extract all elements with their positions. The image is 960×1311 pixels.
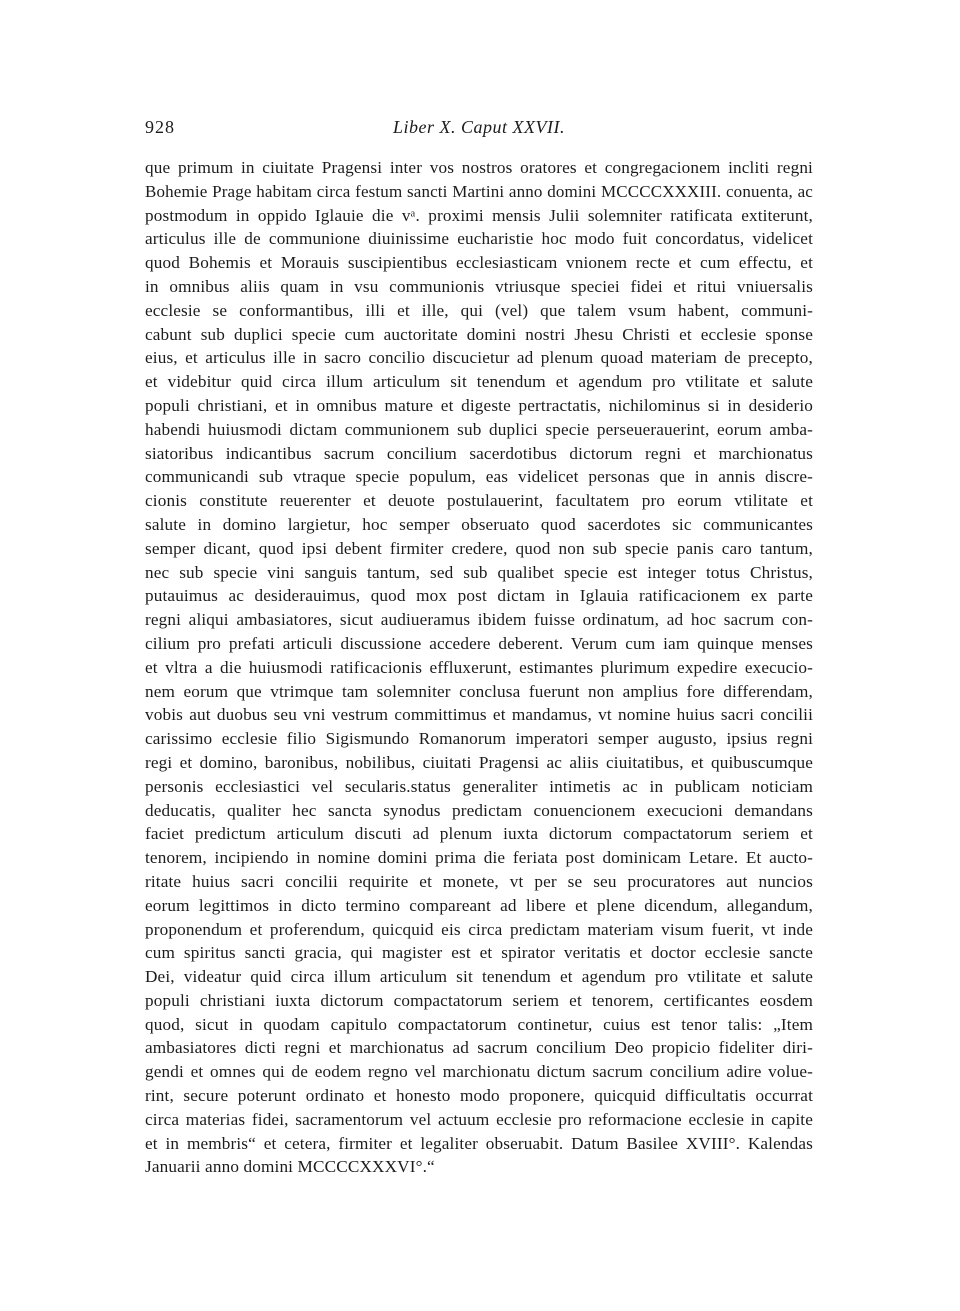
- text-line: cilium pro prefati articuli discussione accedere deberent. Verum cum iam quinque menses: [145, 633, 813, 653]
- text-line: habendi huiusmodi dictam communionem sub duplici specie perseuerauerint, eorum amba-: [145, 419, 813, 439]
- text-line: personis ecclesiastici vel secularis.status generaliter intimetis ac in publicam noticiam: [145, 776, 813, 796]
- text-line: Januarii anno domini MCCCCXXXVI°.“: [145, 1157, 435, 1177]
- text-line: cionis constitute reuerenter et deuote postulauerint, facultatem pro eorum vtilitate et: [145, 491, 813, 511]
- text-line: eius, et articulus ille in sacro concilio discucietur ad plenum quoad materiam de precepto,: [145, 348, 813, 368]
- text-line: cum spiritus sancti gracia, qui magister est et spirator veritatis et doctor ecclesie sancte: [145, 943, 813, 963]
- text-line: in omnibus aliis quam in vsu communionis vtriusque speciei fidei et ritui vniuersalis: [145, 276, 813, 296]
- text-line: siatoribus indicantibus sacrum concilium sacerdotibus dictorum regni et marchionatus: [145, 443, 813, 463]
- text-line: que primum in ciuitate Pragensi inter vos nostros oratores et congregacionem incliti regni: [145, 158, 813, 177]
- text-line: eorum legittimos in dicto termino compareant ad libere et plene dicendum, allegandum,: [145, 895, 813, 915]
- page-number: 928: [145, 117, 175, 137]
- text-line: populi christiani, et in omnibus mature et digeste pertractatis, nichilominus si in desiderio: [145, 395, 813, 415]
- text-line: rint, secure poterunt ordinato et honesto modo proponere, quicquid difficultatis occurrat: [145, 1086, 813, 1106]
- text-line: putauimus ac desiderauimus, quod mox post dictam in Iglauia ratificacionem ex parte: [145, 586, 813, 606]
- text-line: nec sub specie vini sanguis tantum, sed sub qualibet specie est integer totus Christus,: [145, 562, 813, 582]
- text-line: salute in domino largietur, hoc semper obseruato quod sacerdotes sic communicantes: [145, 514, 813, 534]
- text-line: regni aliqui ambasiatores, sicut audiueramus ibidem fuisse ordinatum, ad hoc sacrum con-: [145, 610, 813, 630]
- text-line: deducatis, qualiter hec sancta synodus predictam conuencionem execucioni demandans: [145, 800, 813, 820]
- text-line: communicandi sub vtraque specie populum, eas videlicet personas que in annis discre-: [145, 467, 813, 487]
- text-line: proponendum et proferendum, quicquid eis circa predictam materiam visum fuerit, vt inde: [145, 919, 813, 939]
- text-line: tenorem, incipiendo in nomine domini prima die feriata post dominicam Letare. Et aucto-: [145, 848, 813, 868]
- running-head: Liber X. Caput XXVII.: [393, 117, 565, 137]
- text-line: et vltra a die huiusmodi ratificacionis effluxerunt, estimantes plurimum expedire execucio-: [145, 657, 813, 677]
- body-text: [145, 156, 813, 1179]
- text-line: Bohemie Prage habitam circa festum sancti Martini anno domini MCCCCXXXIII. conuenta, ac: [145, 181, 813, 201]
- text-line: ecclesie se conformantibus, illi et ille, qui (vel) que talem vsum habent, communi-: [145, 300, 813, 320]
- text-line: quod Bohemis et Morauis suscipientibus ecclesiasticam vnionem recte et cum effectu, et: [145, 253, 813, 273]
- text-line: et videbitur quid circa illum articulum sit tenendum et agendum pro vtilitate et salute: [145, 372, 813, 392]
- text-line: regi et domino, baronibus, nobilibus, ciuitati Pragensi ac aliis ciuitatibus, et quibuscumque: [145, 752, 813, 772]
- text-line: quod, sicut in quodam capitulo compactatorum continetur, cuius est tenor talis: „Item: [145, 1014, 813, 1034]
- page-header: [145, 117, 813, 143]
- text-line: et in membris“ et cetera, firmiter et legaliter obseruabit. Datum Basilee XVIII°. Kalendas: [145, 1133, 813, 1153]
- text-line: articulus ille de communione diuinissime eucharistie hoc modo fuit concordatus, videlicet: [145, 229, 813, 249]
- text-line: vobis aut duobus seu vni vestrum committimus et mandamus, vt nomine huius sacri concilii: [145, 705, 813, 725]
- text-line: ritate huius sacri concilii requirite et monete, vt per se seu procuratores aut nuncios: [145, 871, 813, 891]
- text-line: circa materias fidei, sacramentorum vel actuum ecclesie pro reformacione ecclesie in capite: [145, 1109, 813, 1129]
- text-line: cabunt sub duplici specie cum auctoritate domini nostri Jhesu Christi et ecclesie sponse: [145, 324, 813, 344]
- text-line: postmodum in oppido Iglauie die vᵃ. proximi mensis Julii solemniter ratificata extiterunt,: [145, 205, 813, 225]
- text-line: faciet predictum articulum discuti ad plenum iuxta dictorum compactatorum seriem et: [145, 824, 813, 844]
- text-line: gendi et omnes qui de eodem regno vel marchionatu dictum sacrum concilium adire volue-: [145, 1062, 813, 1082]
- text-line: ambasiatores dicti regni et marchionatus ad sacrum concilium Deo propicio fideliter diri-: [145, 1038, 813, 1058]
- text-line: carissimo ecclesie filio Sigismundo Romanorum imperatori semper augusto, ipsius regni: [145, 729, 813, 749]
- text-line: nem eorum que vtrimque tam solemniter conclusa fuerunt non amplius fore differendam,: [145, 681, 813, 701]
- text-line: populi christiani iuxta dictorum compactatorum seriem et tenorem, certificantes eosdem: [145, 990, 813, 1010]
- text-line: Dei, videatur quid circa illum articulum sit tenendum et agendum pro vtilitate et salute: [145, 967, 813, 987]
- text-line: semper dicant, quod ipsi debent firmiter credere, quod non sub specie panis caro tantum,: [145, 538, 813, 558]
